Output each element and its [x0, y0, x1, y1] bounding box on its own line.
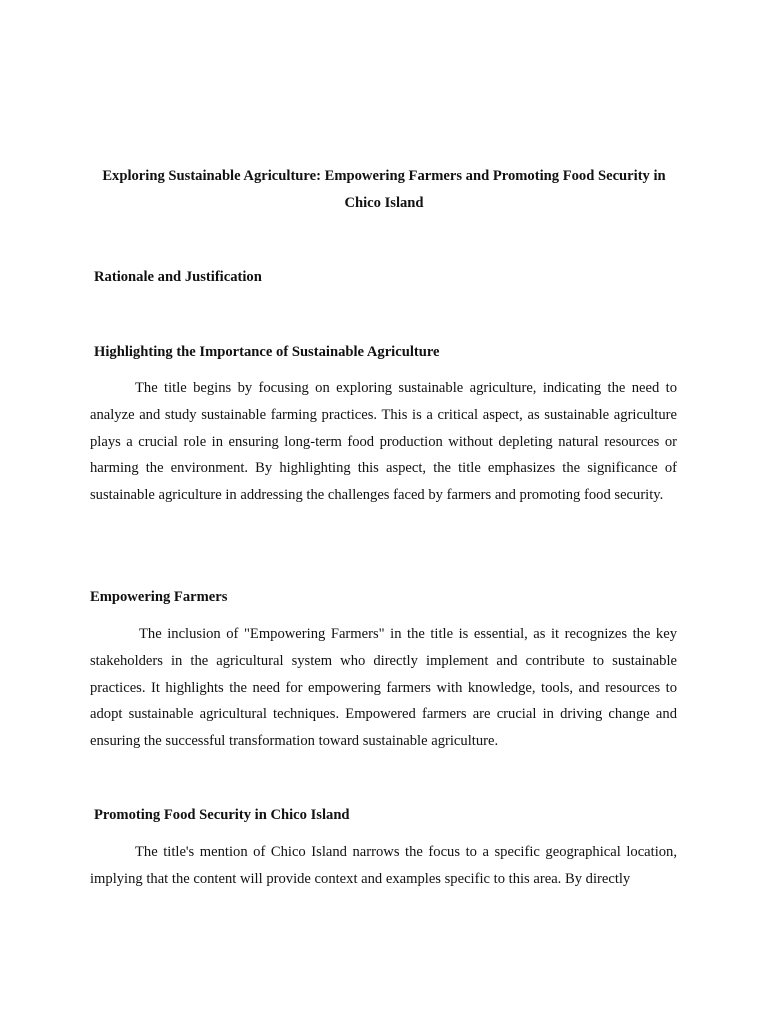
paragraph-text: The inclusion of "Empowering Farmers" in the title is essential, as it recognizes the key stakeholders in the agricultural system who directly implement and contribute to sustainable practices. It highlights the need for empowering farmers with knowledge, tools, and resources to adopt sustainable agricultural techniques. Empowered farmers are crucial in driving change and ensuring the successful transformation toward sustainable agriculture.: [90, 626, 677, 750]
paragraph-text: The title's mention of Chico Island narrows the focus to a specific geographical location, implying that the content will provide context and examples specific to this area. By directly: [90, 844, 677, 887]
section-heading-food-security: Promoting Food Security in Chico Island: [94, 807, 350, 823]
paragraph-empowering-farmers: [90, 621, 677, 755]
paragraph-text: The title begins by focusing on exploring sustainable agriculture, indicating the need to analyze and study sustainable farming practices. This is a critical aspect, as sustainable agriculture plays a crucial role in ensuring long-term food production without depleting natural resources or harming the environment. By highlighting this aspect, the title emphasizes the significance of sustainable agriculture in addressing the challenges faced by farmers and promoting food security.: [90, 380, 677, 504]
section-heading-rationale: Rationale and Justification: [94, 269, 262, 285]
paragraph-importance: [90, 375, 677, 509]
section-heading-importance: Highlighting the Importance of Sustainable Agriculture: [94, 344, 440, 360]
document-title: Exploring Sustainable Agriculture: Empowering Farmers and Promoting Food Security in Chico Island: [102, 168, 666, 211]
paragraph-food-security: [90, 839, 677, 893]
section-heading-empowering-farmers: Empowering Farmers: [90, 589, 228, 605]
